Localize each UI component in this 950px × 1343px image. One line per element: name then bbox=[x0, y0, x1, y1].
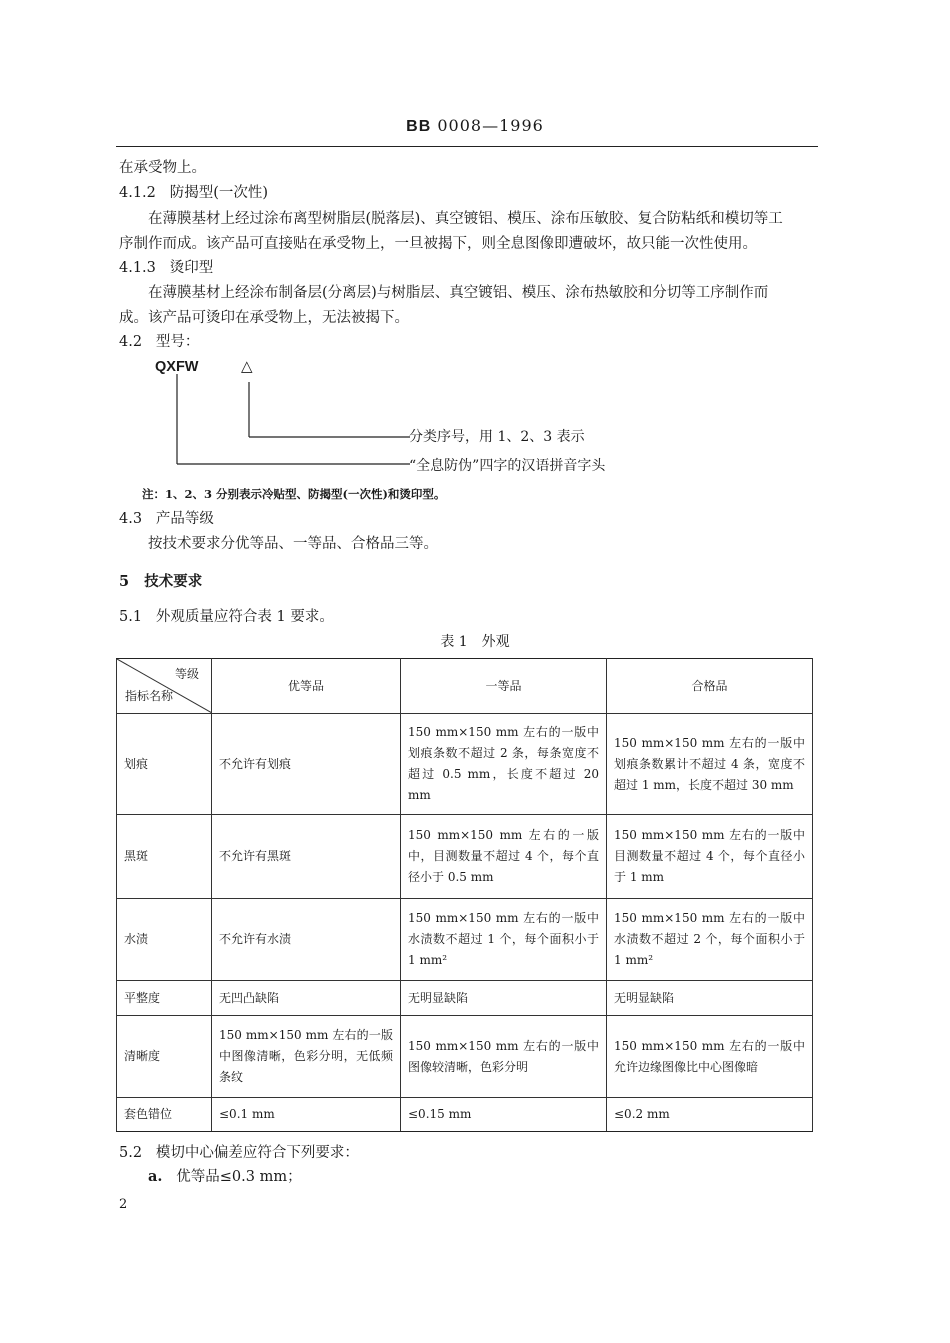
section-number: 4.1.2 bbox=[119, 185, 156, 201]
cell-qualified: 无明显缺陷 bbox=[607, 981, 813, 1016]
cell-qualified: 150 mm×150 mm 左右的一版中允许边缘图像比中心图像暗 bbox=[607, 1016, 813, 1098]
section-title: 外观质量应符合表 1 要求。 bbox=[155, 609, 334, 625]
section-4-2 bbox=[119, 331, 199, 353]
section-4-1-2 bbox=[119, 182, 268, 204]
table-header-row bbox=[117, 659, 813, 714]
cell-excellent: 150 mm×150 mm 左右的一版中图像清晰，色彩分明，无低频条纹 bbox=[212, 1016, 401, 1098]
running-header bbox=[0, 116, 950, 136]
model-code: QXFW bbox=[155, 359, 199, 375]
section-title: 产品等级 bbox=[155, 511, 214, 527]
corner-grade-label: 等级 bbox=[174, 667, 199, 681]
note: 注：1、2、3 分别表示冷贴型、防揭型(一次性)和烫印型。 bbox=[142, 487, 446, 501]
header-qualified: 合格品 bbox=[607, 659, 813, 714]
paragraph-4-1-2-line1: 在薄膜基材上经过涂布离型树脂层(脱落层)、真空镀铝、模压、涂布压敏胶、复合防粘纸和模切等工 bbox=[148, 211, 783, 227]
table-row bbox=[117, 714, 813, 815]
row-name: 平整度 bbox=[117, 981, 212, 1016]
row-name: 黑斑 bbox=[117, 815, 212, 899]
table-row bbox=[117, 815, 813, 899]
cell-qualified: 150 mm×150 mm 左右的一版中划痕条数累计不超过 4 条，宽度不超过 1 mm，长度不超过 30 mm bbox=[607, 714, 813, 815]
row-name: 清晰度 bbox=[117, 1016, 212, 1098]
cell-excellent: 不允许有水渍 bbox=[212, 899, 401, 981]
section-number: 5.1 bbox=[119, 609, 143, 625]
table-row bbox=[117, 981, 813, 1016]
list-item bbox=[148, 1166, 302, 1188]
section-number: 5 bbox=[119, 573, 130, 590]
table-corner-cell bbox=[117, 659, 212, 714]
corner-name-label: 指标名称 bbox=[125, 689, 174, 703]
table-row bbox=[117, 899, 813, 981]
paragraph-4-1-3-line2: 成。该产品可烫印在承受物上，无法被揭下。 bbox=[119, 310, 409, 326]
cell-qualified: 150 mm×150 mm 左右的一版中目测数量不超过 4 个，每个直径小于 1 mm bbox=[607, 815, 813, 899]
section-4-1-3 bbox=[119, 257, 213, 279]
appearance-table bbox=[116, 658, 813, 1132]
cell-first-class: 150 mm×150 mm 左右的一版中，目测数量不超过 4 个，每个直径小于 0.5 mm bbox=[401, 815, 607, 899]
section-5 bbox=[119, 570, 202, 591]
row-name: 水渍 bbox=[117, 899, 212, 981]
section-5-1 bbox=[119, 606, 334, 628]
cell-qualified: 150 mm×150 mm 左右的一版中水渍数不超过 2 个，每个面积小于 1 mm² bbox=[607, 899, 813, 981]
section-title: 模切中心偏差应符合下列要求： bbox=[155, 1145, 359, 1161]
model-label-classification: 分类序号，用 1、2、3 表示 bbox=[409, 429, 585, 445]
cell-first-class: 无明显缺陷 bbox=[401, 981, 607, 1016]
section-5-2 bbox=[119, 1142, 359, 1164]
paragraph-4-1-2-line2: 序制作而成。该产品可直接贴在承受物上，一旦被揭下，则全息图像即遭破坏，故只能一次性使用。 bbox=[119, 236, 757, 252]
model-diagram-lines bbox=[160, 360, 420, 475]
section-number: 4.3 bbox=[119, 511, 143, 527]
cell-first-class: ≤0.15 mm bbox=[401, 1098, 607, 1132]
table-row bbox=[117, 1098, 813, 1132]
table-caption: 表 1 外观 bbox=[440, 634, 510, 650]
cell-excellent: 不允许有黑斑 bbox=[212, 815, 401, 899]
list-item-label: a. bbox=[148, 1168, 163, 1185]
header-rule bbox=[116, 146, 818, 147]
cell-first-class: 150 mm×150 mm 左右的一版中图像较清晰，色彩分明 bbox=[401, 1016, 607, 1098]
row-name: 套色错位 bbox=[117, 1098, 212, 1132]
cell-qualified: ≤0.2 mm bbox=[607, 1098, 813, 1132]
cell-first-class: 150 mm×150 mm 左右的一版中水渍数不超过 1 个，每个面积小于 1 mm² bbox=[401, 899, 607, 981]
row-name: 划痕 bbox=[117, 714, 212, 815]
cell-first-class: 150 mm×150 mm 左右的一版中划痕条数不超过 2 条，每条宽度不超过 0.5 mm，长度不超过 20 mm bbox=[401, 714, 607, 815]
section-title: 技术要求 bbox=[144, 573, 203, 590]
section-number: 4.1.3 bbox=[119, 260, 156, 276]
model-symbol: △ bbox=[241, 357, 253, 375]
paragraph-4-3: 按技术要求分优等品、一等品、合格品三等。 bbox=[148, 536, 438, 552]
section-4-3 bbox=[119, 508, 214, 530]
cell-excellent: 不允许有划痕 bbox=[212, 714, 401, 815]
section-title: 烫印型 bbox=[169, 260, 214, 276]
header-first-class: 一等品 bbox=[401, 659, 607, 714]
header-excellent: 优等品 bbox=[212, 659, 401, 714]
cell-excellent: ≤0.1 mm bbox=[212, 1098, 401, 1132]
header-code: BB bbox=[406, 118, 432, 135]
paragraph-continuation: 在承受物上。 bbox=[119, 160, 206, 176]
section-number: 4.2 bbox=[119, 334, 143, 350]
header-number: 0008—1996 bbox=[437, 116, 544, 135]
section-title: 型号： bbox=[155, 334, 200, 350]
list-item-text: 优等品≤0.3 mm； bbox=[176, 1169, 302, 1185]
section-title: 防揭型(一次性) bbox=[169, 185, 269, 201]
cell-excellent: 无凹凸缺陷 bbox=[212, 981, 401, 1016]
table-row bbox=[117, 1016, 813, 1098]
page-number: 2 bbox=[119, 1197, 128, 1212]
model-label-pinyin: “全息防伪”四字的汉语拼音字头 bbox=[409, 458, 606, 474]
paragraph-4-1-3-line1: 在薄膜基材上经涂布制备层(分离层)与树脂层、真空镀铝、模压、涂布热敏胶和分切等工序制作而 bbox=[148, 285, 769, 301]
section-number: 5.2 bbox=[119, 1145, 143, 1161]
